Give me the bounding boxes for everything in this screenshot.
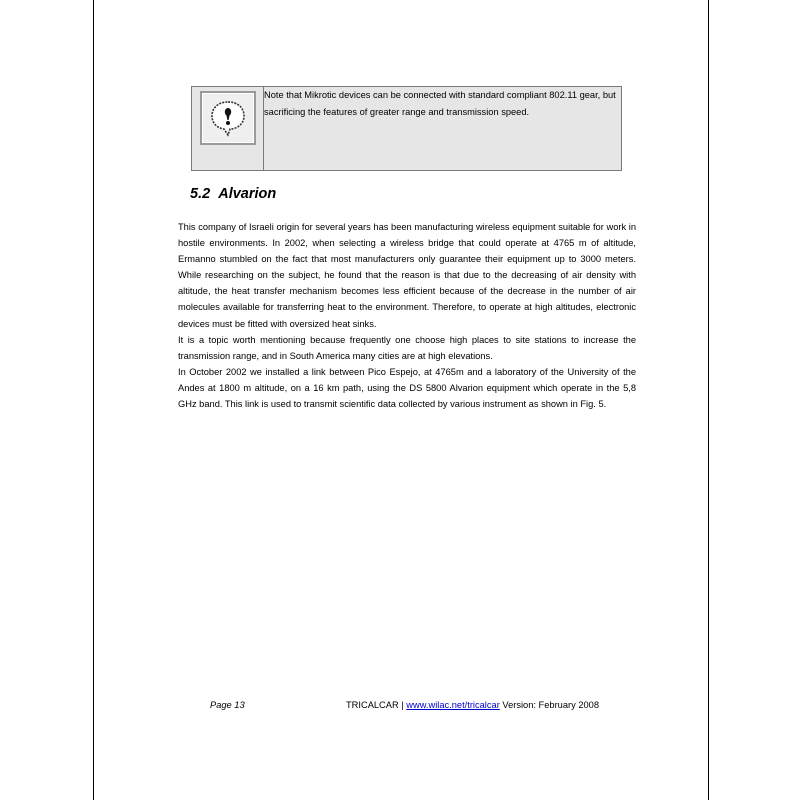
section-heading (190, 186, 276, 202)
note-text: Note that Mikrotic devices can be connected with standard compliant 802.11 gear, but sacrificing the features of greater range and transmission speed. (264, 90, 616, 117)
footer-link[interactable]: www.wilac.net/tricalcar (406, 700, 500, 710)
footer-doc-name: TRICALCAR | (346, 700, 407, 710)
exclamation-speech-bubble-icon (202, 93, 254, 143)
footer-doc-info (346, 700, 599, 710)
page-number: Page 13 (210, 700, 245, 710)
paragraph: In October 2002 we installed a link between Pico Espejo, at 4765m and a laboratory of the University of the Andes at 1800 m altitude, on a 16 km path, using the DS 5800 Alvarion equipment which operate in the 5,8 GHz band. This link is used to transmit scientific data collected by various instrument as shown in Fig. 5. (178, 366, 636, 410)
section-title: Alvarion (218, 186, 277, 202)
body-text (178, 219, 636, 412)
paragraph: This company of Israeli origin for several years has been manufacturing wireless equipment suitable for work in hostile environments. In 2002, when selecting a wireless bridge that could operate at 4765 m of altitude, Ermanno stumbled on the fact that most manufacturers only guarantee their equipment up to 3000 meters. While researching on the subject, he found that the reason is that due to the decreasing of air density with altitude, the heat transfer mechanism becomes less efficient because of the decrease in the number of air molecules available for transferring heat to the environment. Therefore, to operate at high altitudes, electronic devices must be fitted with oversized heat sinks. (178, 222, 636, 329)
note-box (191, 86, 622, 171)
paragraph: It is a topic worth mentioning because frequently one choose high places to site stations to increase the transmission range, and in South America many cities are at high elevations. (178, 334, 636, 361)
note-icon-frame (200, 91, 256, 145)
footer-version: Version: February 2008 (499, 700, 600, 710)
section-number: 5.2 (190, 186, 211, 202)
